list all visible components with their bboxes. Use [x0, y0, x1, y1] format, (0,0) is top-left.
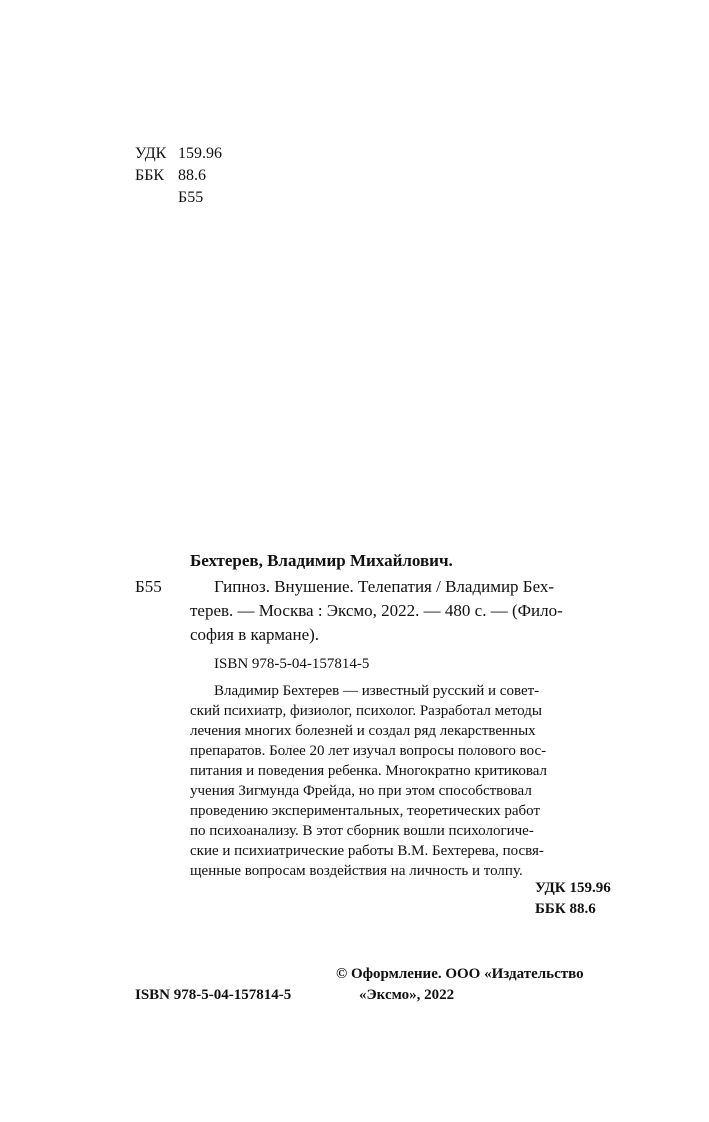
- udk-top-label: УДК: [135, 145, 167, 162]
- annotation-line: ские и психиатрические работы В.М. Бехтерева, посвя-: [190, 843, 544, 859]
- annotation-line: препаратов. Более 20 лет изучал вопросы полового вос-: [190, 743, 547, 759]
- annotation-line: лечения многих болезней и создал ряд лекарственных: [190, 723, 536, 739]
- annotation-line: по психоанализу. В этот сборник вошли психологиче-: [190, 823, 534, 839]
- copyright-line: «Эксмо», 2022: [359, 987, 455, 1003]
- bbk-top-value: 88.6: [178, 167, 206, 184]
- card-udk: УДК 159.96: [535, 880, 611, 896]
- udk-top-value: 159.96: [178, 145, 222, 162]
- card-isbn: ISBN 978-5-04-157814-5: [214, 656, 370, 672]
- copyright-line: © Оформление. ООО «Издательство: [336, 966, 584, 982]
- annotation-line: щенные вопросам воздействия на личность и толпу.: [190, 863, 523, 879]
- card-title-line: софия в кармане).: [190, 625, 320, 644]
- annotation-line: ский психиатр, физиолог, психолог. Разработал методы: [190, 703, 542, 719]
- card-author-heading: Бехтерев, Владимир Михайлович.: [190, 551, 453, 570]
- isbn-bottom: ISBN 978-5-04-157814-5: [135, 987, 292, 1003]
- annotation-line: проведению экспериментальных, теоретических работ: [190, 803, 541, 819]
- card-author-mark: Б55: [135, 577, 162, 596]
- annotation-line: Владимир Бехтерев — известный русский и совет-: [214, 683, 540, 699]
- annotation-line: учения Зигмунда Фрейда, но при этом способствовал: [190, 783, 532, 799]
- bbk-top-label: ББК: [135, 167, 165, 184]
- annotation-line: питания и поведения ребенка. Многократно критиковал: [190, 763, 548, 779]
- card-title-line: Гипноз. Внушение. Телепатия / Владимир Бех-: [214, 577, 555, 596]
- card-title-line: терев. — Москва : Эксмо, 2022. — 480 с. — (Фило-: [190, 601, 563, 620]
- card-bbk: ББК 88.6: [535, 901, 596, 917]
- author-mark-top: Б55: [178, 189, 204, 206]
